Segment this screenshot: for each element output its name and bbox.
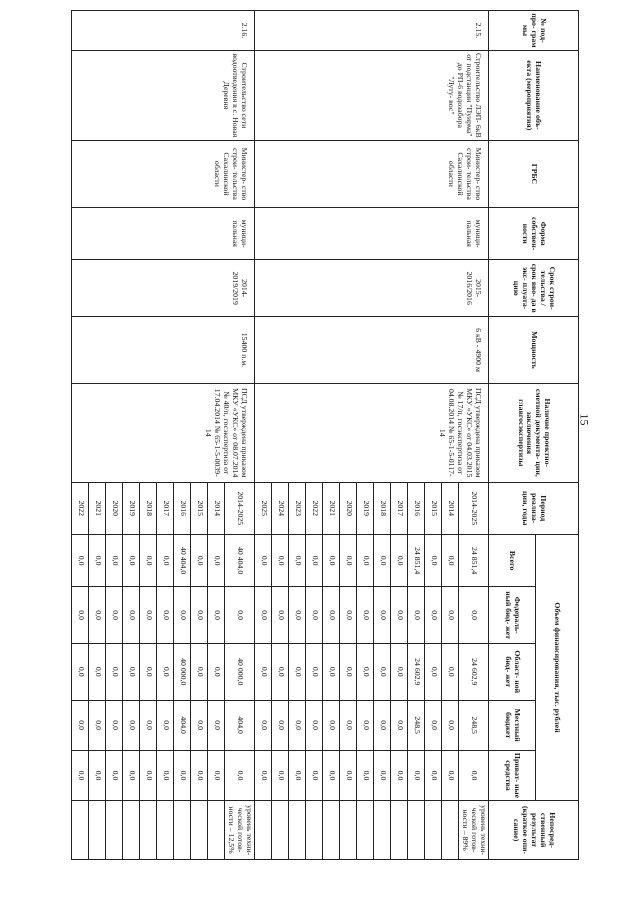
cell-private: 0,0 bbox=[306, 750, 323, 800]
cell-federal: 0,0 bbox=[225, 587, 255, 644]
cell-regional: 0,0 bbox=[391, 643, 408, 700]
cell-federal: 0,0 bbox=[174, 587, 191, 644]
cell-regional: 0,0 bbox=[272, 643, 289, 700]
cell-regional: 0,0 bbox=[72, 643, 89, 700]
cell-result bbox=[374, 801, 391, 860]
cell-regional: 0,0 bbox=[255, 643, 272, 700]
cell-year: 2020 bbox=[106, 482, 123, 534]
cell-year: 2014-2025 bbox=[225, 482, 255, 534]
cell-private: 0,0 bbox=[272, 750, 289, 800]
cell-local: 0,0 bbox=[106, 700, 123, 750]
cell-regional: 40 000,0 bbox=[174, 643, 191, 700]
cell-local: 0,0 bbox=[391, 700, 408, 750]
project-name: Строительство ЛЭП- 6кВ от подстанции "Пуирма" до РП-6 водозабора "Луту- вос" bbox=[255, 50, 489, 140]
cell-federal: 0,0 bbox=[289, 587, 306, 644]
cell-private: 0,0 bbox=[174, 750, 191, 800]
cell-regional: 0,0 bbox=[157, 643, 174, 700]
cell-result bbox=[123, 801, 140, 860]
cell-private: 0,0 bbox=[289, 750, 306, 800]
cell-private: 0,0 bbox=[72, 750, 89, 800]
cell-year: 2025 bbox=[255, 482, 272, 534]
cell-year: 2014 bbox=[208, 482, 225, 534]
cell-result bbox=[174, 801, 191, 860]
cell-year: 2015 bbox=[425, 482, 442, 534]
rotated-table-wrapper bbox=[29, 10, 579, 860]
cell-private: 0,0 bbox=[89, 750, 106, 800]
project-docs: ПСД утверждена приказом МКУ «УКС» от 08.07.2014 № 40/п, госэкспертиза от 17.04.2014 № 65-1-5-0039-14 bbox=[72, 384, 255, 483]
cell-private: 0,0 bbox=[391, 750, 408, 800]
cell-total: 0,0 bbox=[374, 534, 391, 586]
cell-regional: 0,0 bbox=[340, 643, 357, 700]
cell-year: 2023 bbox=[289, 482, 306, 534]
cell-federal: 0,0 bbox=[442, 587, 459, 644]
cell-year: 2020 bbox=[340, 482, 357, 534]
cell-federal: 0,0 bbox=[208, 587, 225, 644]
cell-total: 0,0 bbox=[391, 534, 408, 586]
cell-private: 0,0 bbox=[425, 750, 442, 800]
cell-total: 0,0 bbox=[123, 534, 140, 586]
cell-federal: 0,0 bbox=[106, 587, 123, 644]
cell-private: 0,0 bbox=[191, 750, 208, 800]
project-period: 2015- 2016/2016 bbox=[255, 260, 489, 317]
cell-private: 0,0 bbox=[459, 750, 489, 800]
cell-local: 0,0 bbox=[425, 700, 442, 750]
project-ownership: муници- пальная bbox=[72, 208, 255, 260]
project-docs: ПСД утверждена приказом МКУ «УКС» от 04.03.2015 № 17/п, госэкспертиза от 04.08.2014 № 65-1-5-0117-14 bbox=[255, 384, 489, 483]
cell-year: 2022 bbox=[306, 482, 323, 534]
cell-federal: 0,0 bbox=[140, 587, 157, 644]
cell-local: 0,0 bbox=[357, 700, 374, 750]
cell-total: 0,0 bbox=[191, 534, 208, 586]
cell-local: 0,0 bbox=[157, 700, 174, 750]
cell-total: 0,0 bbox=[442, 534, 459, 586]
cell-regional: 0,0 bbox=[374, 643, 391, 700]
header-name: Наименование объ- екта (мероприятия) bbox=[489, 50, 579, 140]
project-number: 2.16. bbox=[72, 11, 255, 51]
cell-federal: 0,0 bbox=[191, 587, 208, 644]
cell-federal: 0,0 bbox=[459, 587, 489, 644]
header-row-1 bbox=[536, 11, 579, 860]
cell-federal: 0,0 bbox=[89, 587, 106, 644]
cell-result bbox=[357, 801, 374, 860]
cell-regional: 0,0 bbox=[442, 643, 459, 700]
cell-private: 0,0 bbox=[340, 750, 357, 800]
cell-regional: 0,0 bbox=[89, 643, 106, 700]
cell-result bbox=[391, 801, 408, 860]
cell-year: 2016 bbox=[174, 482, 191, 534]
cell-federal: 0,0 bbox=[374, 587, 391, 644]
cell-regional: 24 602,9 bbox=[459, 643, 489, 700]
cell-total: 0,0 bbox=[357, 534, 374, 586]
cell-regional: 0,0 bbox=[140, 643, 157, 700]
header-total: Всего bbox=[489, 534, 536, 586]
cell-year: 2016 bbox=[408, 482, 425, 534]
cell-regional: 0,0 bbox=[208, 643, 225, 700]
project-grbs: Министер- ство строи- тельства Сахалинской области bbox=[72, 140, 255, 207]
cell-total: 0,0 bbox=[255, 534, 272, 586]
project-capacity: 15400 п.м. bbox=[72, 316, 255, 383]
cell-local: 248,5 bbox=[459, 700, 489, 750]
header-local: Местный бюджет bbox=[489, 700, 536, 750]
cell-private: 0,0 bbox=[374, 750, 391, 800]
cell-result bbox=[255, 801, 272, 860]
cell-year: 2014 bbox=[442, 482, 459, 534]
cell-year: 2017 bbox=[391, 482, 408, 534]
cell-local: 0,0 bbox=[191, 700, 208, 750]
cell-private: 0,0 bbox=[123, 750, 140, 800]
cell-private: 0,0 bbox=[323, 750, 340, 800]
cell-regional: 0,0 bbox=[425, 643, 442, 700]
cell-result: уровень техни- ческой готов- ности – 89% bbox=[459, 801, 489, 860]
cell-result bbox=[272, 801, 289, 860]
cell-local: 0,0 bbox=[272, 700, 289, 750]
cell-total: 40 404,0 bbox=[225, 534, 255, 586]
cell-regional: 0,0 bbox=[191, 643, 208, 700]
cell-result bbox=[208, 801, 225, 860]
cell-total: 0,0 bbox=[306, 534, 323, 586]
cell-local: 0,0 bbox=[323, 700, 340, 750]
cell-total: 40 404,0 bbox=[174, 534, 191, 586]
cell-federal: 0,0 bbox=[272, 587, 289, 644]
cell-result bbox=[289, 801, 306, 860]
header-result: Непосред- ственный результат (краткое опи- сание) bbox=[489, 801, 579, 860]
header-num: № под- про- грам мы bbox=[489, 11, 579, 51]
cell-total: 0,0 bbox=[72, 534, 89, 586]
cell-local: 0,0 bbox=[374, 700, 391, 750]
cell-total: 0,0 bbox=[425, 534, 442, 586]
cell-private: 0,0 bbox=[106, 750, 123, 800]
cell-result bbox=[89, 801, 106, 860]
cell-regional: 0,0 bbox=[357, 643, 374, 700]
cell-year: 2021 bbox=[323, 482, 340, 534]
cell-local: 0,0 bbox=[442, 700, 459, 750]
table-row bbox=[459, 11, 489, 860]
project-name: Строительство сети водоотведения в с. Новая Деревня bbox=[72, 50, 255, 140]
cell-local: 0,0 bbox=[72, 700, 89, 750]
cell-result bbox=[425, 801, 442, 860]
cell-private: 0,0 bbox=[208, 750, 225, 800]
cell-result bbox=[191, 801, 208, 860]
cell-result bbox=[140, 801, 157, 860]
cell-year: 2019 bbox=[357, 482, 374, 534]
cell-regional: 24 602,9 bbox=[408, 643, 425, 700]
header-private: Приват- ные средства bbox=[489, 750, 536, 800]
cell-local: 0,0 bbox=[140, 700, 157, 750]
header-regional: Област- ной бюд- жет bbox=[489, 643, 536, 700]
cell-federal: 0,0 bbox=[123, 587, 140, 644]
cell-regional: 0,0 bbox=[289, 643, 306, 700]
cell-federal: 0,0 bbox=[323, 587, 340, 644]
cell-local: 404,0 bbox=[225, 700, 255, 750]
header-federal: Федераль- ный бюд- жет bbox=[489, 587, 536, 644]
cell-total: 0,0 bbox=[340, 534, 357, 586]
cell-total: 0,0 bbox=[289, 534, 306, 586]
financing-table bbox=[71, 10, 579, 860]
cell-private: 0,0 bbox=[140, 750, 157, 800]
cell-total: 0,0 bbox=[323, 534, 340, 586]
cell-year: 2015 bbox=[191, 482, 208, 534]
cell-federal: 0,0 bbox=[157, 587, 174, 644]
cell-federal: 0,0 bbox=[425, 587, 442, 644]
cell-federal: 0,0 bbox=[391, 587, 408, 644]
cell-federal: 0,0 bbox=[306, 587, 323, 644]
cell-local: 0,0 bbox=[123, 700, 140, 750]
cell-local: 0,0 bbox=[340, 700, 357, 750]
cell-private: 0,0 bbox=[357, 750, 374, 800]
header-docs: Наличие проектно- сметной документа- ции, заключения главгосэкспертизы bbox=[489, 384, 579, 483]
cell-federal: 0,0 bbox=[255, 587, 272, 644]
cell-local: 248,5 bbox=[408, 700, 425, 750]
header-finance-group: Объем финансирования, тыс. рублей bbox=[536, 534, 579, 800]
cell-private: 0,0 bbox=[408, 750, 425, 800]
cell-total: 0,0 bbox=[272, 534, 289, 586]
cell-local: 0,0 bbox=[89, 700, 106, 750]
cell-regional: 0,0 bbox=[106, 643, 123, 700]
project-number: 2.15. bbox=[255, 11, 489, 51]
cell-federal: 0,0 bbox=[357, 587, 374, 644]
cell-year: 2018 bbox=[374, 482, 391, 534]
cell-year: 2019 bbox=[123, 482, 140, 534]
cell-total: 24 851,4 bbox=[459, 534, 489, 586]
cell-year: 2021 bbox=[89, 482, 106, 534]
cell-total: 0,0 bbox=[89, 534, 106, 586]
cell-year: 2024 bbox=[272, 482, 289, 534]
cell-total: 24 851,4 bbox=[408, 534, 425, 586]
cell-private: 0,0 bbox=[157, 750, 174, 800]
cell-private: 0,0 bbox=[255, 750, 272, 800]
project-grbs: Министер- ство строи- тельства Сахалинской области bbox=[255, 140, 489, 207]
project-capacity: 6 кВ - 4900 м bbox=[255, 316, 489, 383]
cell-result bbox=[72, 801, 89, 860]
cell-result bbox=[157, 801, 174, 860]
table-row bbox=[225, 11, 255, 860]
header-ownership: Форма собствен- ности bbox=[489, 208, 579, 260]
cell-local: 404,0 bbox=[174, 700, 191, 750]
cell-result bbox=[408, 801, 425, 860]
cell-local: 0,0 bbox=[289, 700, 306, 750]
cell-result bbox=[442, 801, 459, 860]
cell-result bbox=[106, 801, 123, 860]
cell-local: 0,0 bbox=[255, 700, 272, 750]
cell-year: 2014-2025 bbox=[459, 482, 489, 534]
cell-local: 0,0 bbox=[306, 700, 323, 750]
header-grbs: ГРБС bbox=[489, 140, 579, 207]
cell-private: 0,0 bbox=[225, 750, 255, 800]
cell-result: уровень техни- ческой готов- ности – 12,5% bbox=[225, 801, 255, 860]
cell-federal: 0,0 bbox=[340, 587, 357, 644]
project-ownership: муници- пальная bbox=[255, 208, 489, 260]
project-period: 2014- 2019/2019 bbox=[72, 260, 255, 317]
cell-result bbox=[340, 801, 357, 860]
cell-year: 2022 bbox=[72, 482, 89, 534]
cell-private: 0,0 bbox=[442, 750, 459, 800]
cell-result bbox=[323, 801, 340, 860]
cell-result bbox=[306, 801, 323, 860]
cell-total: 0,0 bbox=[208, 534, 225, 586]
cell-regional: 0,0 bbox=[123, 643, 140, 700]
cell-federal: 0,0 bbox=[408, 587, 425, 644]
cell-federal: 0,0 bbox=[72, 587, 89, 644]
cell-year: 2017 bbox=[157, 482, 174, 534]
cell-local: 0,0 bbox=[208, 700, 225, 750]
cell-year: 2018 bbox=[140, 482, 157, 534]
header-period: Срок строи- тельства / срок вво- да в экс- плуата- цию bbox=[489, 260, 579, 317]
cell-total: 0,0 bbox=[140, 534, 157, 586]
header-capacity: Мощность bbox=[489, 316, 579, 383]
cell-regional: 0,0 bbox=[306, 643, 323, 700]
cell-regional: 40 000,0 bbox=[225, 643, 255, 700]
page-number: 15 bbox=[577, 413, 592, 426]
cell-total: 0,0 bbox=[106, 534, 123, 586]
cell-total: 0,0 bbox=[157, 534, 174, 586]
header-years: Период реализа- ции, годы bbox=[489, 482, 579, 534]
cell-regional: 0,0 bbox=[323, 643, 340, 700]
